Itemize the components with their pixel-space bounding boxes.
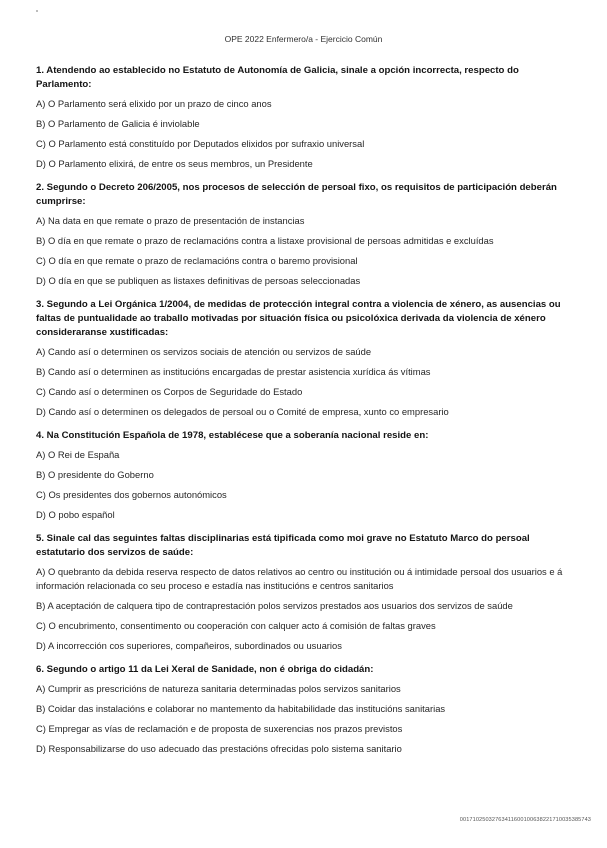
barcode-number: 00171025032763411600100638221710035385743 <box>459 817 591 823</box>
question-text: 3. Segundo a Lei Orgánica 1/2004, de medidas de protección integral contra a violencia de xénero, as ausencias ou faltas de puntualidade ao traballo motivadas por situación física ou psicolóxica derivada da violencia de xénero consideraranse xustificadas: <box>36 299 561 338</box>
question-4 <box>36 429 576 522</box>
exam-content <box>36 64 576 766</box>
option-c: C) O encubrimento, consentimento ou cooperación con calquer acto á comisión de faltas graves <box>36 620 436 631</box>
question-text: 6. Segundo o artigo 11 da Lei Xeral de Sanidade, non é obriga do cidadán: <box>36 664 374 675</box>
question-3 <box>36 298 576 419</box>
option-a: A) Cando así o determinen os servizos sociais de atención ou servizos de saúde <box>36 346 372 357</box>
question-6 <box>36 663 576 756</box>
question-5 <box>36 532 576 653</box>
question-text: 1. Atendendo ao establecido no Estatuto de Autonomía de Galicia, sinale a opción incorrecta, respecto do Parlamento: <box>36 65 519 90</box>
option-d: D) Cando así o determinen os delegados de persoal ou o Comité de empresa, xunto co empresario <box>36 406 449 417</box>
question-2 <box>36 181 576 288</box>
question-text: 5. Sinale cal das seguintes faltas disciplinarias está tipificada como moi grave no Estatuto Marco do persoal estatutario dos servizos de saúde: <box>36 533 530 558</box>
option-b: B) Coidar das instalacións e colaborar no mantemento da habitabilidade das institucións sanitarias <box>36 703 446 714</box>
option-d: D) Responsabilizarse do uso adecuado das prestacións ofrecidas polo sistema sanitario <box>36 743 402 754</box>
option-b: B) O día en que remate o prazo de reclamacións contra a listaxe provisional de persoas admitidas e excluídas <box>36 235 494 246</box>
option-a: A) O Parlamento será elixido por un prazo de cinco anos <box>36 98 272 109</box>
document-title: OPE 2022 Enfermero/a - Ejercicio Común <box>224 34 383 44</box>
option-a: A) O quebranto da debida reserva respecto de datos relativos ao centro ou institución ou á intimidade persoal dos usuarios e á información relacionada co seu proceso e estadía nas institucións e centros sanitarios <box>36 566 563 591</box>
option-b: B) O presidente do Goberno <box>36 469 154 480</box>
page-header <box>0 34 607 44</box>
question-1 <box>36 64 576 171</box>
option-b: B) A aceptación de calquera tipo de contraprestación polos servizos prestados aos usuarios dos servizos de saúde <box>36 600 513 611</box>
option-c: C) Empregar as vías de reclamación e de proposta de suxerencias nos prazos previstos <box>36 723 403 734</box>
question-text: 2. Segundo o Decreto 206/2005, nos procesos de selección de persoal fixo, os requisitos de participación deberán cumprirse: <box>36 182 557 207</box>
option-d: D) O pobo español <box>36 509 115 520</box>
question-text: 4. Na Constitución Española de 1978, establécese que a soberanía nacional reside en: <box>36 430 429 441</box>
option-a: A) O Rei de España <box>36 449 120 460</box>
option-a: A) Cumprir as prescricións de natureza sanitaria determinadas polos servizos sanitarios <box>36 683 401 694</box>
option-c: C) Os presidentes dos gobernos autonómicos <box>36 489 227 500</box>
option-d: D) A incorrección cos superiores, compañeiros, subordinados ou usuarios <box>36 640 342 651</box>
option-c: C) O Parlamento está constituído por Deputados elixidos por sufraxio universal <box>36 138 365 149</box>
option-d: D) O Parlamento elixirá, de entre os seus membros, un Presidente <box>36 158 313 169</box>
scan-dot <box>36 10 38 12</box>
option-c: C) Cando así o determinen os Corpos de Seguridade do Estado <box>36 386 303 397</box>
option-d: D) O día en que se publiquen as listaxes definitivas de persoas seleccionadas <box>36 275 361 286</box>
option-b: B) Cando así o determinen as institucións encargadas de prestar asistencia xurídica ás vítimas <box>36 366 431 377</box>
option-a: A) Na data en que remate o prazo de presentación de instancias <box>36 215 305 226</box>
option-c: C) O día en que remate o prazo de reclamacións contra o baremo provisional <box>36 255 358 266</box>
option-b: B) O Parlamento de Galicia é inviolable <box>36 118 200 129</box>
